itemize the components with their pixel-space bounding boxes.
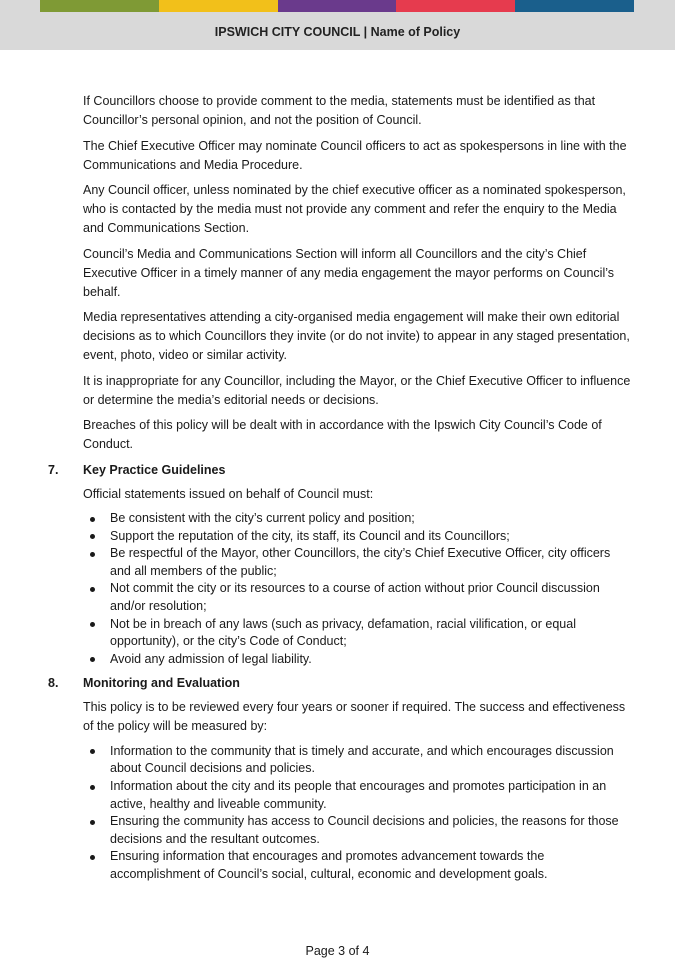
list-item-text: Information about the city and its people that encourages and promotes participation in an active, healthy and liveable community.	[110, 779, 607, 811]
list-item	[83, 651, 633, 669]
list-item-text: Be respectful of the Mayor, other Councillors, the city’s Chief Executive Officer, city officers and all members of the public;	[110, 546, 611, 578]
stripe-yellow	[159, 0, 278, 12]
list-item	[83, 743, 633, 778]
section-number: 8.	[48, 676, 59, 691]
list-item-text: Support the reputation of the city, its staff, its Council and its Councillors;	[110, 528, 510, 543]
brand-color-stripe	[40, 0, 634, 12]
list-item	[83, 510, 633, 528]
page-number: Page 3 of 4	[305, 944, 370, 958]
stripe-red	[396, 0, 515, 12]
paragraph: It is inappropriate for any Councillor, including the Mayor, or the Chief Executive Officer to influence or determine the media’s editorial needs or decisions.	[83, 373, 631, 407]
bullet-icon	[90, 820, 95, 825]
list-item-text: Ensuring the community has access to Council decisions and policies, the reasons for those decisions and the resultant outcomes.	[110, 814, 619, 846]
list-item-text: Avoid any admission of legal liability.	[110, 651, 312, 666]
bullet-icon	[90, 552, 95, 557]
list-item	[83, 778, 633, 813]
bullet-icon	[90, 657, 95, 662]
header-title: IPSWICH CITY COUNCIL | Name of Policy	[214, 25, 461, 39]
paragraph: Council’s Media and Communications Section will inform all Councillors and the city’s Chief Executive Officer in a timely manner of any media engagement the mayor performs on Council’s behalf.	[83, 246, 615, 299]
bullet-icon	[90, 517, 95, 522]
paragraph: If Councillors choose to provide comment to the media, statements must be identified as that Councillor’s personal opinion, and not the position of Council.	[83, 94, 596, 127]
section-intro: This policy is to be reviewed every four years or sooner if required. The success and effectiveness of the policy will be measured by:	[83, 700, 626, 734]
document-body	[48, 92, 633, 889]
section-heading: Monitoring and Evaluation	[83, 676, 240, 691]
list-item	[83, 580, 633, 615]
list-item-text: Not commit the city or its resources to a course of action without prior Council discussion and/or resolution;	[110, 581, 600, 613]
stripe-blue	[515, 0, 634, 12]
bullet-list	[83, 510, 633, 668]
list-item	[83, 616, 633, 651]
section-heading: Key Practice Guidelines	[83, 462, 226, 477]
list-item	[83, 528, 633, 546]
section-intro: Official statements issued on behalf of Council must:	[83, 486, 374, 501]
paragraph: The Chief Executive Officer may nominate Council officers to act as spokespersons in line with the Communications and Media Procedure.	[83, 138, 627, 172]
section-number: 7.	[48, 462, 59, 477]
bullet-icon	[90, 749, 95, 754]
stripe-purple	[278, 0, 397, 12]
list-item	[83, 848, 633, 883]
list-item-text: Not be in breach of any laws (such as privacy, defamation, racial vilification, or equal opportunity), or the city’s Code of Conduct;	[110, 616, 576, 649]
bullet-icon	[90, 534, 95, 539]
bullet-icon	[90, 587, 95, 592]
paragraph: Media representatives attending a city-organised media engagement will make their own editorial decisions as to which Councillors they invite (or do not invite) to appear in any staged presentation, event, photo, video or similar activity.	[83, 310, 630, 362]
list-item-text: Be consistent with the city’s current policy and position;	[110, 511, 415, 525]
paragraph: Any Council officer, unless nominated by the chief executive officer as a nominated spokesperson, who is contacted by the media must not provide any comment and refer the enquiry to the Media and Communications Section.	[83, 183, 626, 235]
bullet-icon	[90, 622, 95, 627]
list-item-text: Information to the community that is timely and accurate, and which encourages discussion about Council decisions and policies.	[110, 743, 614, 776]
section-key-practice-guidelines	[48, 461, 633, 669]
bullet-icon	[90, 785, 95, 790]
bullet-icon	[90, 855, 95, 860]
page-header	[0, 0, 675, 50]
list-item	[83, 813, 633, 848]
bullet-list	[83, 743, 633, 884]
paragraph: Breaches of this policy will be dealt with in accordance with the Ipswich City Council’s Code of Conduct.	[83, 418, 602, 451]
stripe-green	[40, 0, 159, 12]
list-item-text: Ensuring information that encourages and promotes advancement towards the accomplishment of Council’s social, cultural, economic and development goals.	[110, 849, 548, 881]
section-monitoring-and-evaluation	[48, 674, 633, 883]
list-item	[83, 545, 633, 580]
